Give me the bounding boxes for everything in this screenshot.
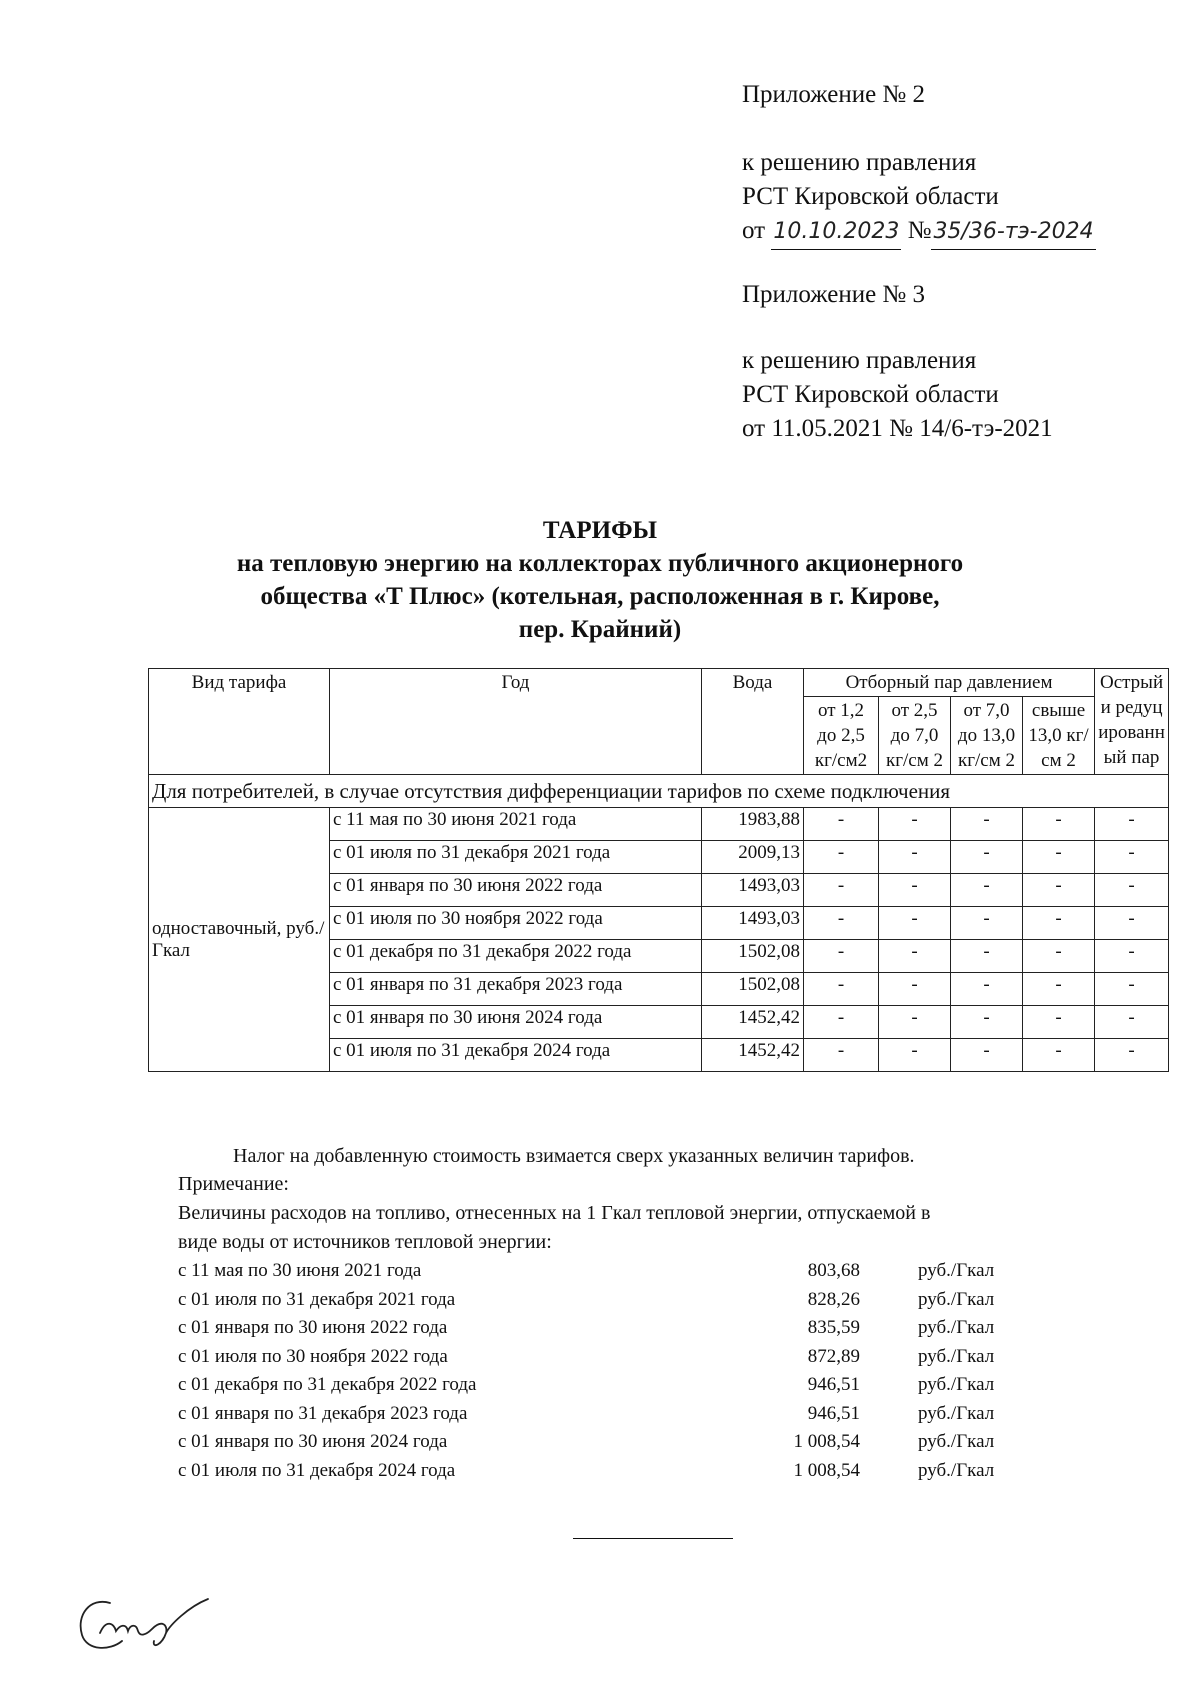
dash-cell: - — [1095, 808, 1169, 841]
fuel-text-line2: виде воды от источников тепловой энергии: — [178, 1231, 552, 1253]
dash-cell: - — [1095, 907, 1169, 940]
dash-cell: - — [879, 973, 951, 1006]
dash-cell: - — [951, 1039, 1023, 1072]
dash-cell: - — [804, 1039, 879, 1072]
period-cell: с 01 декабря по 31 декабря 2022 года — [330, 940, 702, 973]
fuel-unit: руб./Гкал — [918, 1288, 995, 1310]
dash-cell: - — [879, 874, 951, 907]
tariff-table — [148, 668, 1169, 1072]
fuel-text-line1: Величины расходов на топливо, отнесенных на 1 Гкал тепловой энергии, отпускаемой в — [178, 1202, 931, 1224]
dash-cell: - — [951, 874, 1023, 907]
fuel-period: с 01 января по 30 июня 2022 года — [178, 1317, 448, 1338]
dash-cell: - — [951, 973, 1023, 1006]
water-cell: 2009,13 — [702, 841, 804, 874]
water-cell: 1502,08 — [702, 940, 804, 973]
dash-cell: - — [879, 907, 951, 940]
fuel-unit: руб./Гкал — [918, 1374, 995, 1395]
handwritten-date: 10.10.2023 — [771, 215, 901, 250]
fuel-unit: руб./Гкал — [918, 1431, 995, 1452]
dash-cell: - — [879, 1039, 951, 1072]
dash-cell: - — [879, 841, 951, 874]
fuel-period: с 01 июля по 31 декабря 2021 года — [178, 1288, 456, 1310]
closing-rule — [573, 1538, 733, 1539]
table-row — [149, 808, 1169, 841]
dash-cell: - — [1095, 874, 1169, 907]
dash-cell: - — [1023, 808, 1095, 841]
remark-label: Примечание: — [178, 1173, 289, 1195]
fuel-value: 1 008,54 — [793, 1459, 860, 1481]
fuel-value: 835,59 — [807, 1317, 860, 1338]
period-cell: с 01 января по 30 июня 2024 года — [330, 1006, 702, 1039]
header-tariff-type: Вид тарифа — [149, 669, 330, 775]
dash-cell: - — [879, 808, 951, 841]
fuel-cost-list — [178, 1257, 1078, 1485]
period-cell: с 01 января по 30 июня 2022 года — [330, 874, 702, 907]
fuel-period: с 01 декабря по 31 декабря 2022 года — [178, 1374, 477, 1395]
header-steam-3: от 7,0 до 13,0 кг/см 2 — [951, 697, 1023, 775]
dash-cell: - — [1023, 874, 1095, 907]
dash-cell: - — [1023, 907, 1095, 940]
list-item — [178, 1257, 1078, 1286]
dash-cell: - — [951, 907, 1023, 940]
fuel-value: 803,68 — [807, 1260, 860, 1281]
doc-title: ТАРИФЫ — [542, 517, 658, 544]
fuel-unit: руб./Гкал — [918, 1260, 995, 1281]
fuel-unit: руб./Гкал — [918, 1345, 995, 1367]
section-row: Для потребителей, в случае отсутствия дифференциации тарифов по схеме подключения — [149, 775, 1169, 808]
dash-cell: - — [879, 1006, 951, 1039]
dash-cell: - — [951, 808, 1023, 841]
dash-cell: - — [1023, 1006, 1095, 1039]
list-item — [178, 1428, 1078, 1457]
dash-cell: - — [1023, 841, 1095, 874]
dash-cell: - — [1023, 940, 1095, 973]
water-cell: 1502,08 — [702, 973, 804, 1006]
fuel-period: с 01 января по 30 июня 2024 года — [178, 1431, 448, 1452]
water-cell: 1983,88 — [702, 808, 804, 841]
dash-cell: - — [804, 1006, 879, 1039]
dash-cell: - — [804, 841, 879, 874]
dash-cell: - — [804, 940, 879, 973]
doc-subtitle-line2: общества «Т Плюс» (котельная, расположенная в г. Кирове, — [260, 583, 940, 610]
handwritten-number: 35/36-тэ-2024 — [931, 215, 1095, 250]
header-steam-4: свыше 13,0 кг/см 2 — [1023, 697, 1095, 775]
list-item — [178, 1286, 1078, 1315]
fuel-period: с 11 мая по 30 июня 2021 года — [178, 1260, 422, 1281]
dash-cell: - — [1095, 1006, 1169, 1039]
header-steam-2: от 2,5 до 7,0 кг/см 2 — [879, 697, 951, 775]
header-water: Вода — [702, 669, 804, 775]
dash-cell: - — [804, 874, 879, 907]
dash-cell: - — [1023, 1039, 1095, 1072]
dash-cell: - — [804, 907, 879, 940]
fuel-unit: руб./Гкал — [918, 1459, 995, 1481]
fuel-unit: руб./Гкал — [918, 1317, 995, 1338]
dash-cell: - — [1095, 841, 1169, 874]
fuel-period: с 01 июля по 31 декабря 2024 года — [178, 1459, 456, 1481]
list-item — [178, 1343, 1078, 1372]
fuel-unit: руб./Гкал — [918, 1402, 995, 1424]
dash-cell: - — [1023, 973, 1095, 1006]
dash-cell: - — [804, 973, 879, 1006]
dash-cell: - — [951, 940, 1023, 973]
list-item — [178, 1457, 1078, 1486]
fuel-value: 1 008,54 — [793, 1431, 860, 1452]
fuel-value: 946,51 — [807, 1402, 860, 1424]
period-cell: с 01 января по 31 декабря 2023 года — [330, 973, 702, 1006]
list-item — [178, 1371, 1078, 1400]
from-label: от — [742, 217, 766, 244]
dash-cell: - — [804, 808, 879, 841]
header-steam-1: от 1,2 до 2,5 кг/см2 — [804, 697, 879, 775]
list-item — [178, 1314, 1078, 1343]
fuel-period: с 01 июля по 30 ноября 2022 года — [178, 1345, 448, 1367]
fuel-value: 946,51 — [807, 1374, 860, 1395]
list-item — [178, 1400, 1078, 1429]
appendix-3-title: Приложение № 3 — [742, 281, 926, 308]
appendix-2-reference — [742, 214, 1096, 250]
water-cell: 1452,42 — [702, 1006, 804, 1039]
period-cell: с 11 мая по 30 июня 2021 года — [330, 808, 702, 841]
header-year: Год — [330, 669, 702, 775]
dash-cell: - — [951, 841, 1023, 874]
dash-cell: - — [1095, 940, 1169, 973]
fuel-value: 872,89 — [807, 1345, 860, 1367]
water-cell: 1452,42 — [702, 1039, 804, 1072]
period-cell: с 01 июля по 30 ноября 2022 года — [330, 907, 702, 940]
dash-cell: - — [1095, 973, 1169, 1006]
fuel-value: 828,26 — [807, 1288, 860, 1310]
dash-cell: - — [951, 1006, 1023, 1039]
header-sharp-steam: Острый и редуцированный пар — [1095, 669, 1169, 775]
water-cell: 1493,03 — [702, 874, 804, 907]
tariff-type-cell: одноставочный, руб./Гкал — [149, 808, 330, 1072]
number-label: № — [907, 217, 932, 244]
appendix-3-line2: РСТ Кировской области — [742, 381, 999, 408]
doc-subtitle-line3: пер. Крайний) — [518, 616, 682, 643]
header-steam-group: Отборный пар давлением — [804, 669, 1095, 697]
dash-cell: - — [879, 940, 951, 973]
appendix-3-line1: к решению правления — [742, 347, 977, 374]
vat-note: Налог на добавленную стоимость взимается сверх указанных величин тарифов. — [233, 1145, 915, 1167]
fuel-period: с 01 января по 31 декабря 2023 года — [178, 1402, 468, 1424]
appendix-2-line2: РСТ Кировской области — [742, 183, 999, 210]
appendix-2-title: Приложение № 2 — [742, 81, 926, 108]
period-cell: с 01 июля по 31 декабря 2024 года — [330, 1039, 702, 1072]
dash-cell: - — [1095, 1039, 1169, 1072]
appendix-2-line1: к решению правления — [742, 149, 977, 176]
period-cell: с 01 июля по 31 декабря 2021 года — [330, 841, 702, 874]
water-cell: 1493,03 — [702, 907, 804, 940]
appendix-3-line3: от 11.05.2021 № 14/6-тэ-2021 — [742, 415, 1053, 442]
signature-initials — [70, 1585, 240, 1665]
doc-subtitle-line1: на тепловую энергию на коллекторах публичного акционерного — [236, 550, 964, 577]
